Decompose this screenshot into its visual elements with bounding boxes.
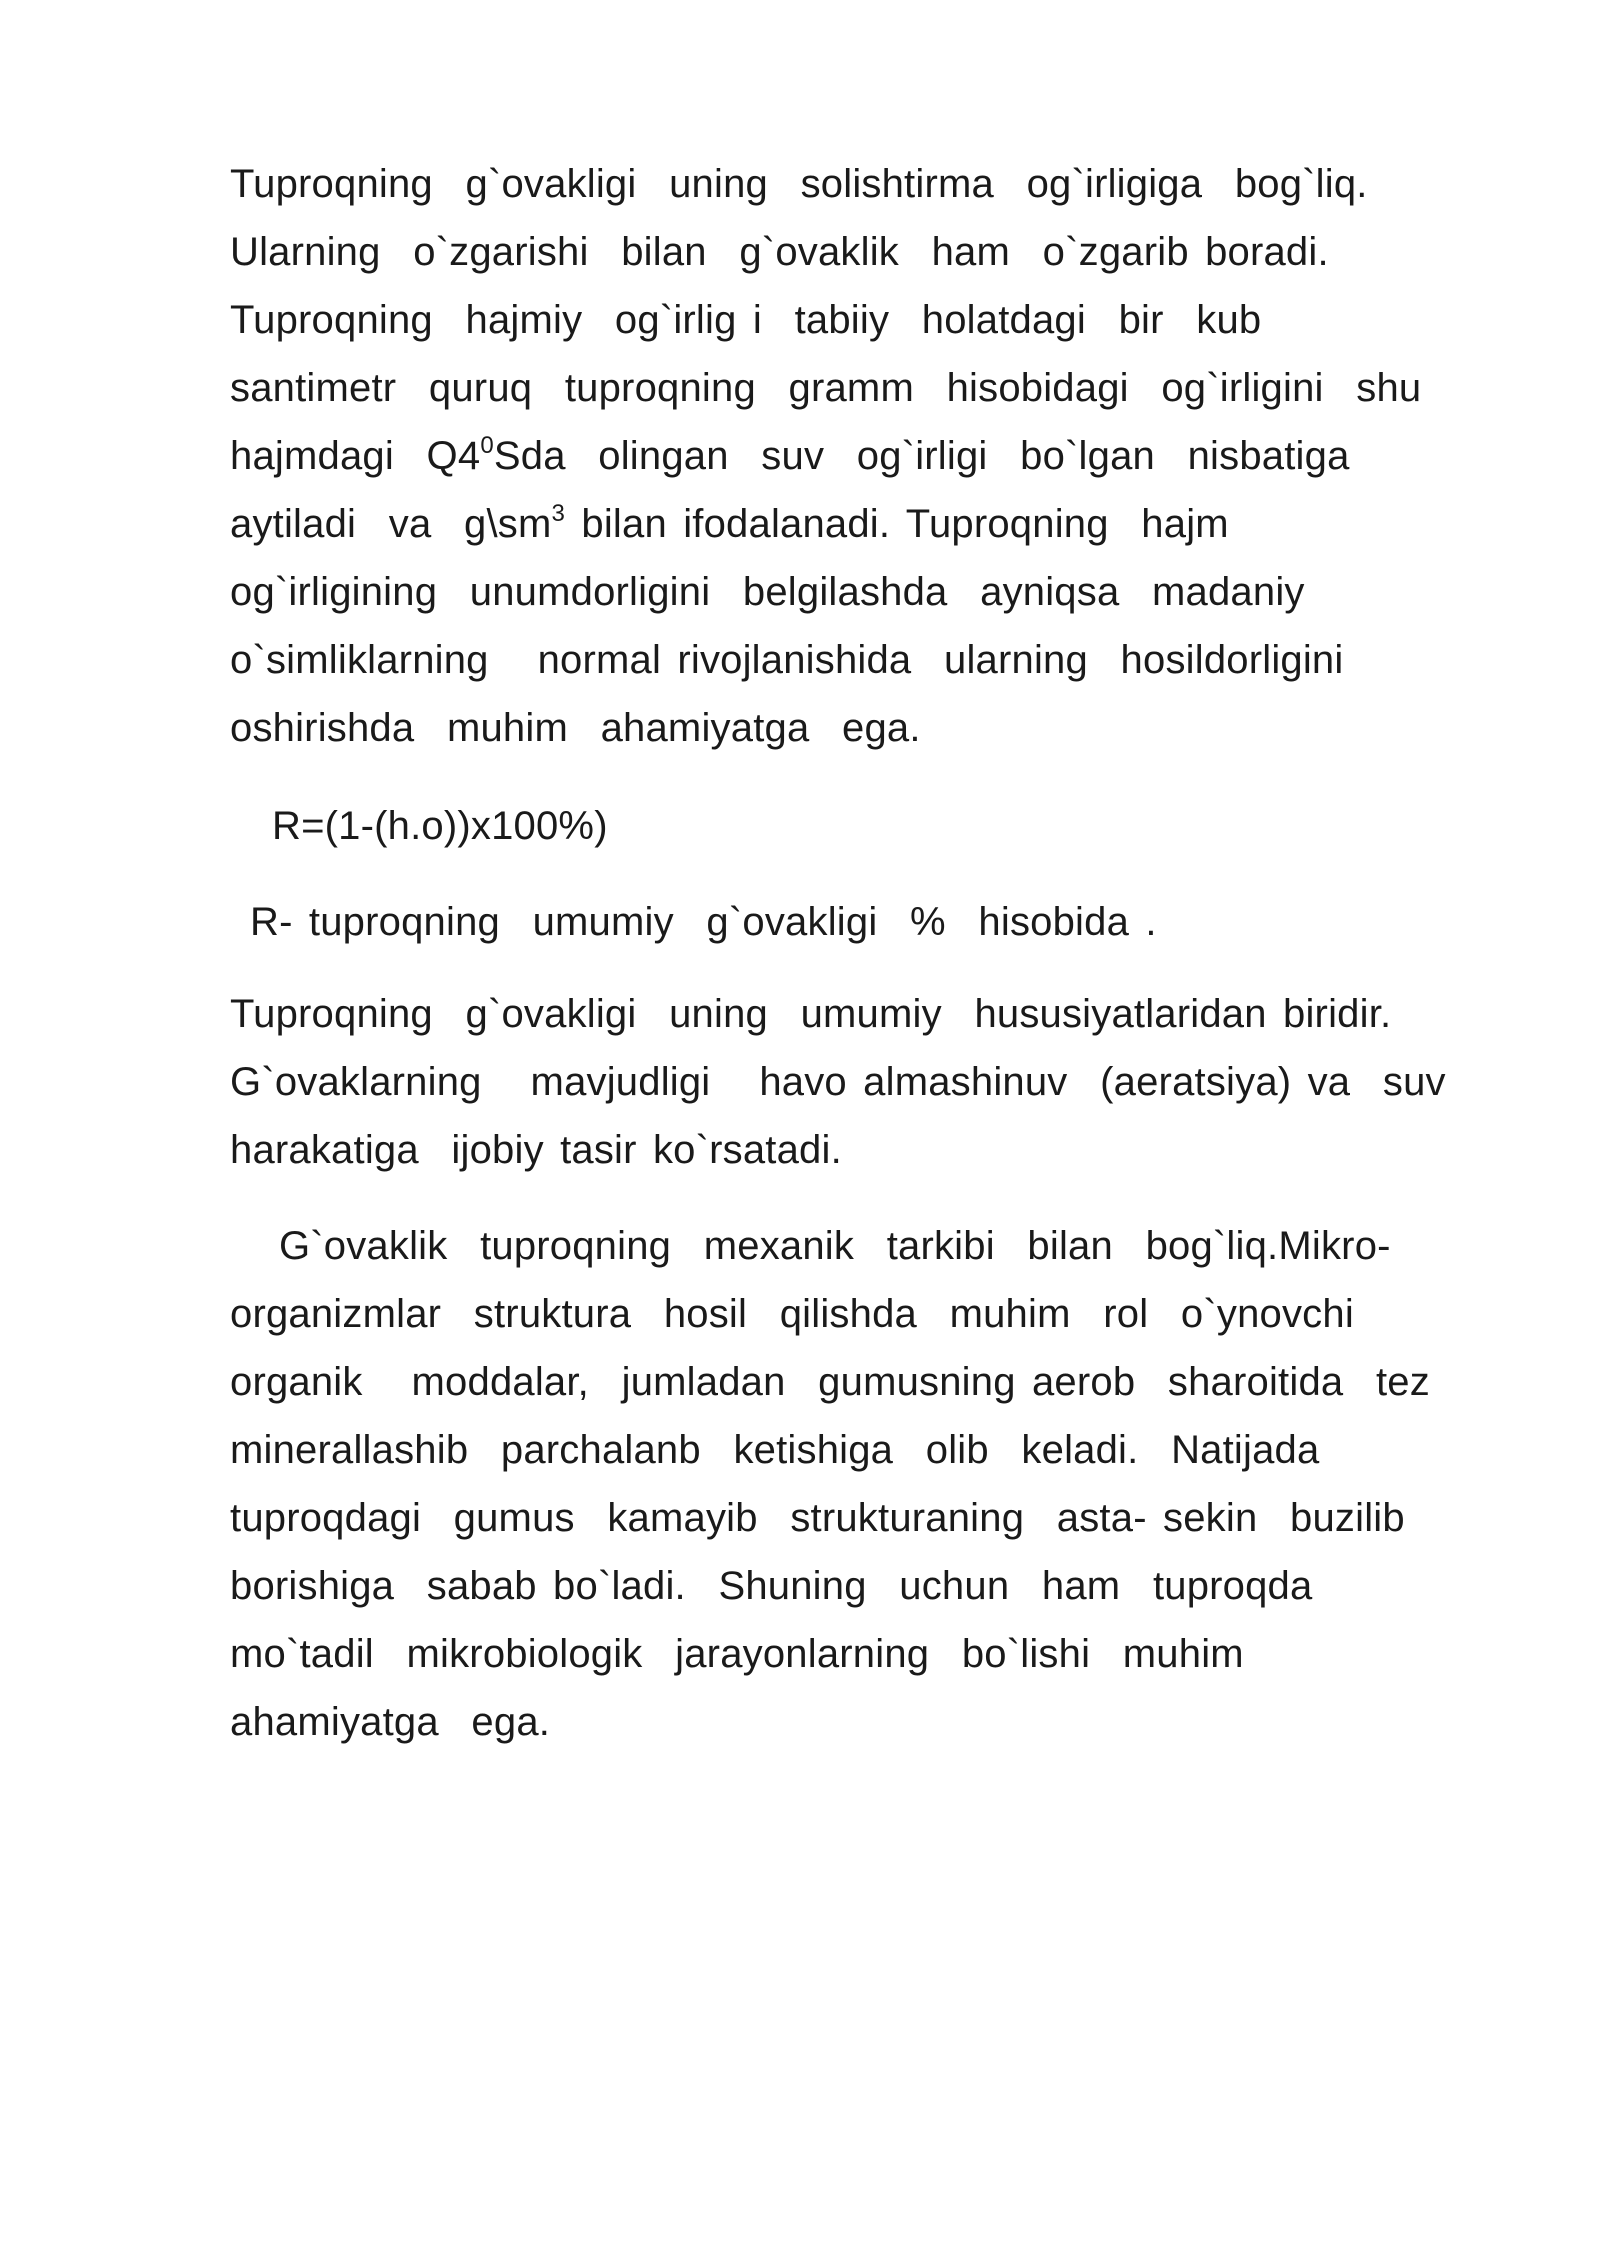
text-line: organik moddalar, jumladan gumusning aerob sharoitida tez: [230, 1360, 1430, 1404]
text-line: [230, 422, 1530, 490]
text-line: borishiga sabab bo`ladi. Shuning uchun ham tuproqda: [230, 1564, 1313, 1608]
text-line: harakatiga ijobiy tasir ko`rsatadi.: [230, 1128, 842, 1172]
text-line: og`irligining unumdorligini belgilashda ayniqsa madaniy: [230, 570, 1305, 614]
text-line: oshirishda muhim ahamiyatga ega.: [230, 706, 921, 750]
text-line: Tuproqning g`ovakligi uning solishtirma og`irligiga bog`liq.: [230, 162, 1368, 206]
text-segment: bilan ifodalanadi. Tuproqning hajm: [565, 502, 1229, 546]
text-line: tuproqdagi gumus kamayib strukturaning asta- sekin buzilib: [230, 1496, 1405, 1540]
formula-text: R=(1-(h.o))x100%): [272, 804, 608, 848]
text-line: mo`tadil mikrobiologik jarayonlarning bo`lishi muhim: [230, 1632, 1244, 1676]
text-line: ahamiyatga ega.: [230, 1700, 551, 1744]
text-line: santimetr quruq tuproqning gramm hisobidagi og`irligini shu: [230, 366, 1422, 410]
text-line: organizmlar struktura hosil qilishda muhim rol o`ynovchi: [230, 1292, 1354, 1336]
text-line: minerallashib parchalanb ketishiga olib keladi. Natijada: [230, 1428, 1320, 1472]
text-segment: Sda olingan suv og`irligi bo`lgan nisbatiga: [493, 434, 1350, 478]
paragraph-porosity-weight: [230, 150, 1530, 762]
text-line: G`ovaklik tuproqning mexanik tarkibi bilan bog`liq.Mikro-: [230, 1224, 1391, 1268]
text-line: o`simliklarning normal rivojlanishida ularning hosildorligini: [230, 638, 1344, 682]
formula-definition: [250, 888, 1550, 956]
text-segment: hajmdagi Q4: [230, 434, 481, 478]
text-line: Tuproqning g`ovakligi uning umumiy hususiyatlaridan biridir.: [230, 992, 1392, 1036]
text-line: Tuproqning hajmiy og`irlig i tabiiy holatdagi bir kub: [230, 298, 1262, 342]
paragraph-porosity-properties: [230, 980, 1530, 1184]
text-segment: aytiladi va g\sm: [230, 502, 552, 546]
text-line: [230, 490, 1530, 558]
superscript: 0: [480, 432, 494, 459]
text-line: G`ovaklarning mavjudligi havo almashinuv (aeratsiya) va suv: [230, 1060, 1446, 1104]
porosity-formula: [272, 792, 1572, 860]
superscript: 3: [551, 500, 566, 527]
definition-text: R- tuproqning umumiy g`ovakligi % hisobida .: [250, 900, 1157, 944]
text-line: Ularning o`zgarishi bilan g`ovaklik ham o`zgarib boradi.: [230, 230, 1329, 274]
paragraph-porosity-texture: [230, 1212, 1530, 1756]
